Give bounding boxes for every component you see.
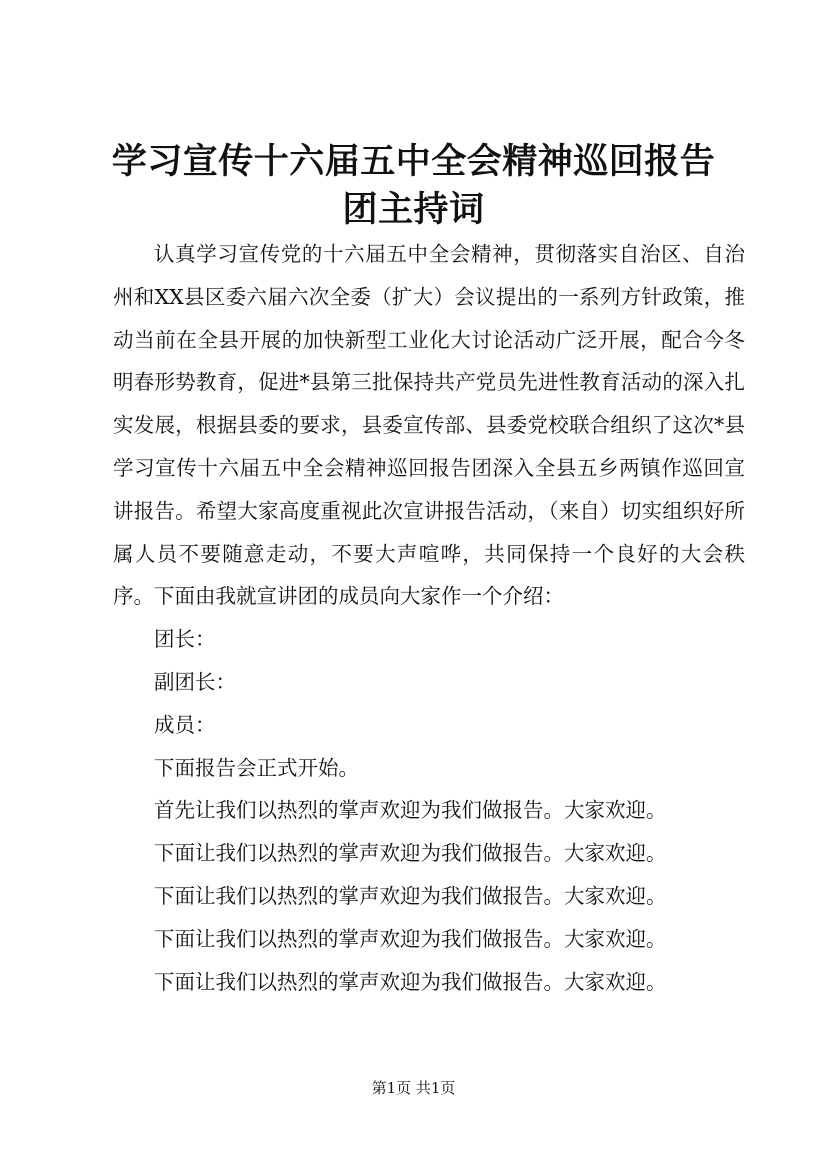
leader-line: 团长： xyxy=(154,627,216,652)
welcome-line-3: 下面让我们以热烈的掌声欢迎为我们做报告。大家欢迎。 xyxy=(154,883,667,908)
welcome-line-1: 首先让我们以热烈的掌声欢迎为我们做报告。大家欢迎。 xyxy=(154,798,667,823)
meeting-start-line: 下面报告会正式开始。 xyxy=(154,755,359,780)
document-title: 学习宣传十六届五中全会精神巡回报告团主持词 xyxy=(111,141,716,230)
welcome-line-2: 下面让我们以热烈的掌声欢迎为我们做报告。大家欢迎。 xyxy=(154,841,667,866)
welcome-line-4: 下面让我们以热烈的掌声欢迎为我们做报告。大家欢迎。 xyxy=(154,926,667,951)
document-body xyxy=(113,233,745,1003)
members-line: 成员： xyxy=(154,712,216,737)
intro-paragraph: 认真学习宣传党的十六届五中全会精神，贯彻落实自治区、自治州和XX县区委六届六次全委（扩大）会议提出的一系列方针政策，推动当前在全县开展的加快新型工业化大讨论活动广泛开展，配合今冬明春形势教育，促进*县第三批保持共产党员先进性教育活动的深入扎实发展，根据县委的要求，县委宣传部、县委党校联合组织了这次*县学习宣传十六届五中全会精神巡回报告团深入全县五乡两镇作巡回宣讲报告。希望大家高度重视此次宣讲报告活动，（来自）切实组织好所属人员不要随意走动，不要大声喧哗，共同保持一个良好的大会秩序。下面由我就宣讲团的成员向大家作一个介绍： xyxy=(113,242,745,609)
welcome-line-5: 下面让我们以热烈的掌声欢迎为我们做报告。大家欢迎。 xyxy=(154,969,667,994)
page-number-footer: 第1页 共1页 xyxy=(371,1079,456,1097)
deputy-leader-line: 副团长： xyxy=(154,669,236,694)
